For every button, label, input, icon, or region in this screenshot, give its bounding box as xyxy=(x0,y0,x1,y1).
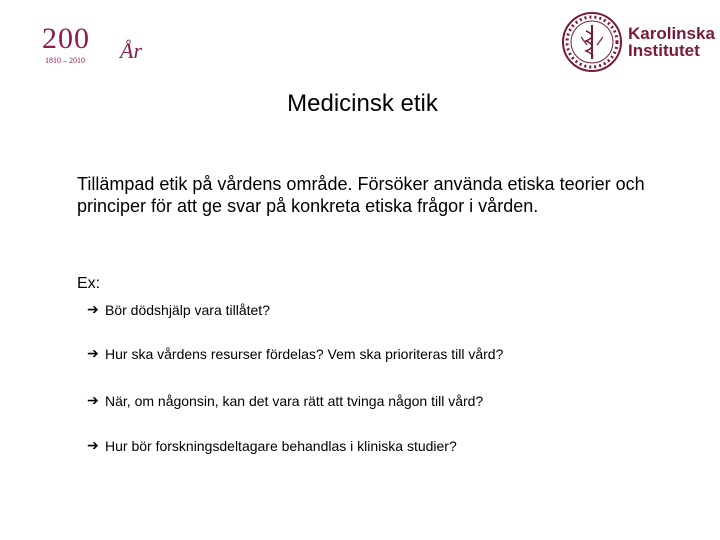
bullet-item xyxy=(87,392,483,409)
ki-seal-icon xyxy=(561,11,623,73)
bullet-item xyxy=(87,345,503,362)
bullet-text: Hur bör forskningsdeltagare behandlas i kliniska studier? xyxy=(105,437,457,454)
bullet-text: Hur ska vårdens resurser fördelas? Vem ska prioriteras till vård? xyxy=(105,345,504,362)
bullet-text: Bör dödshjälp vara tillåtet? xyxy=(105,301,270,318)
bullet-item xyxy=(87,437,457,454)
karolinska-wordmark xyxy=(628,25,715,59)
karolinska-line1: Karolinska xyxy=(628,24,715,43)
arrow-right-icon: ➔ xyxy=(87,437,99,453)
intro-paragraph: Tillämpad etik på vårdens område. Försöker använda etiska teorier och principer för att ge svar på konkreta etiska frågor i vården. xyxy=(77,174,645,216)
bullet-item xyxy=(87,301,270,318)
karolinska-logo xyxy=(561,10,715,74)
anniversary-number: 200 xyxy=(42,22,90,55)
arrow-right-icon: ➔ xyxy=(87,345,99,361)
examples-label: Ex: xyxy=(77,275,101,292)
slide-title: Medicinsk etik xyxy=(287,90,438,117)
anniversary-logo xyxy=(42,22,142,68)
arrow-right-icon: ➔ xyxy=(87,301,99,317)
anniversary-ar: År xyxy=(120,38,142,63)
karolinska-line2: Institutet xyxy=(628,41,700,60)
arrow-right-icon: ➔ xyxy=(87,392,99,408)
bullet-text: När, om någonsin, kan det vara rätt att tvinga någon till vård? xyxy=(105,392,484,409)
anniversary-years: 1810 – 2010 xyxy=(45,56,85,65)
